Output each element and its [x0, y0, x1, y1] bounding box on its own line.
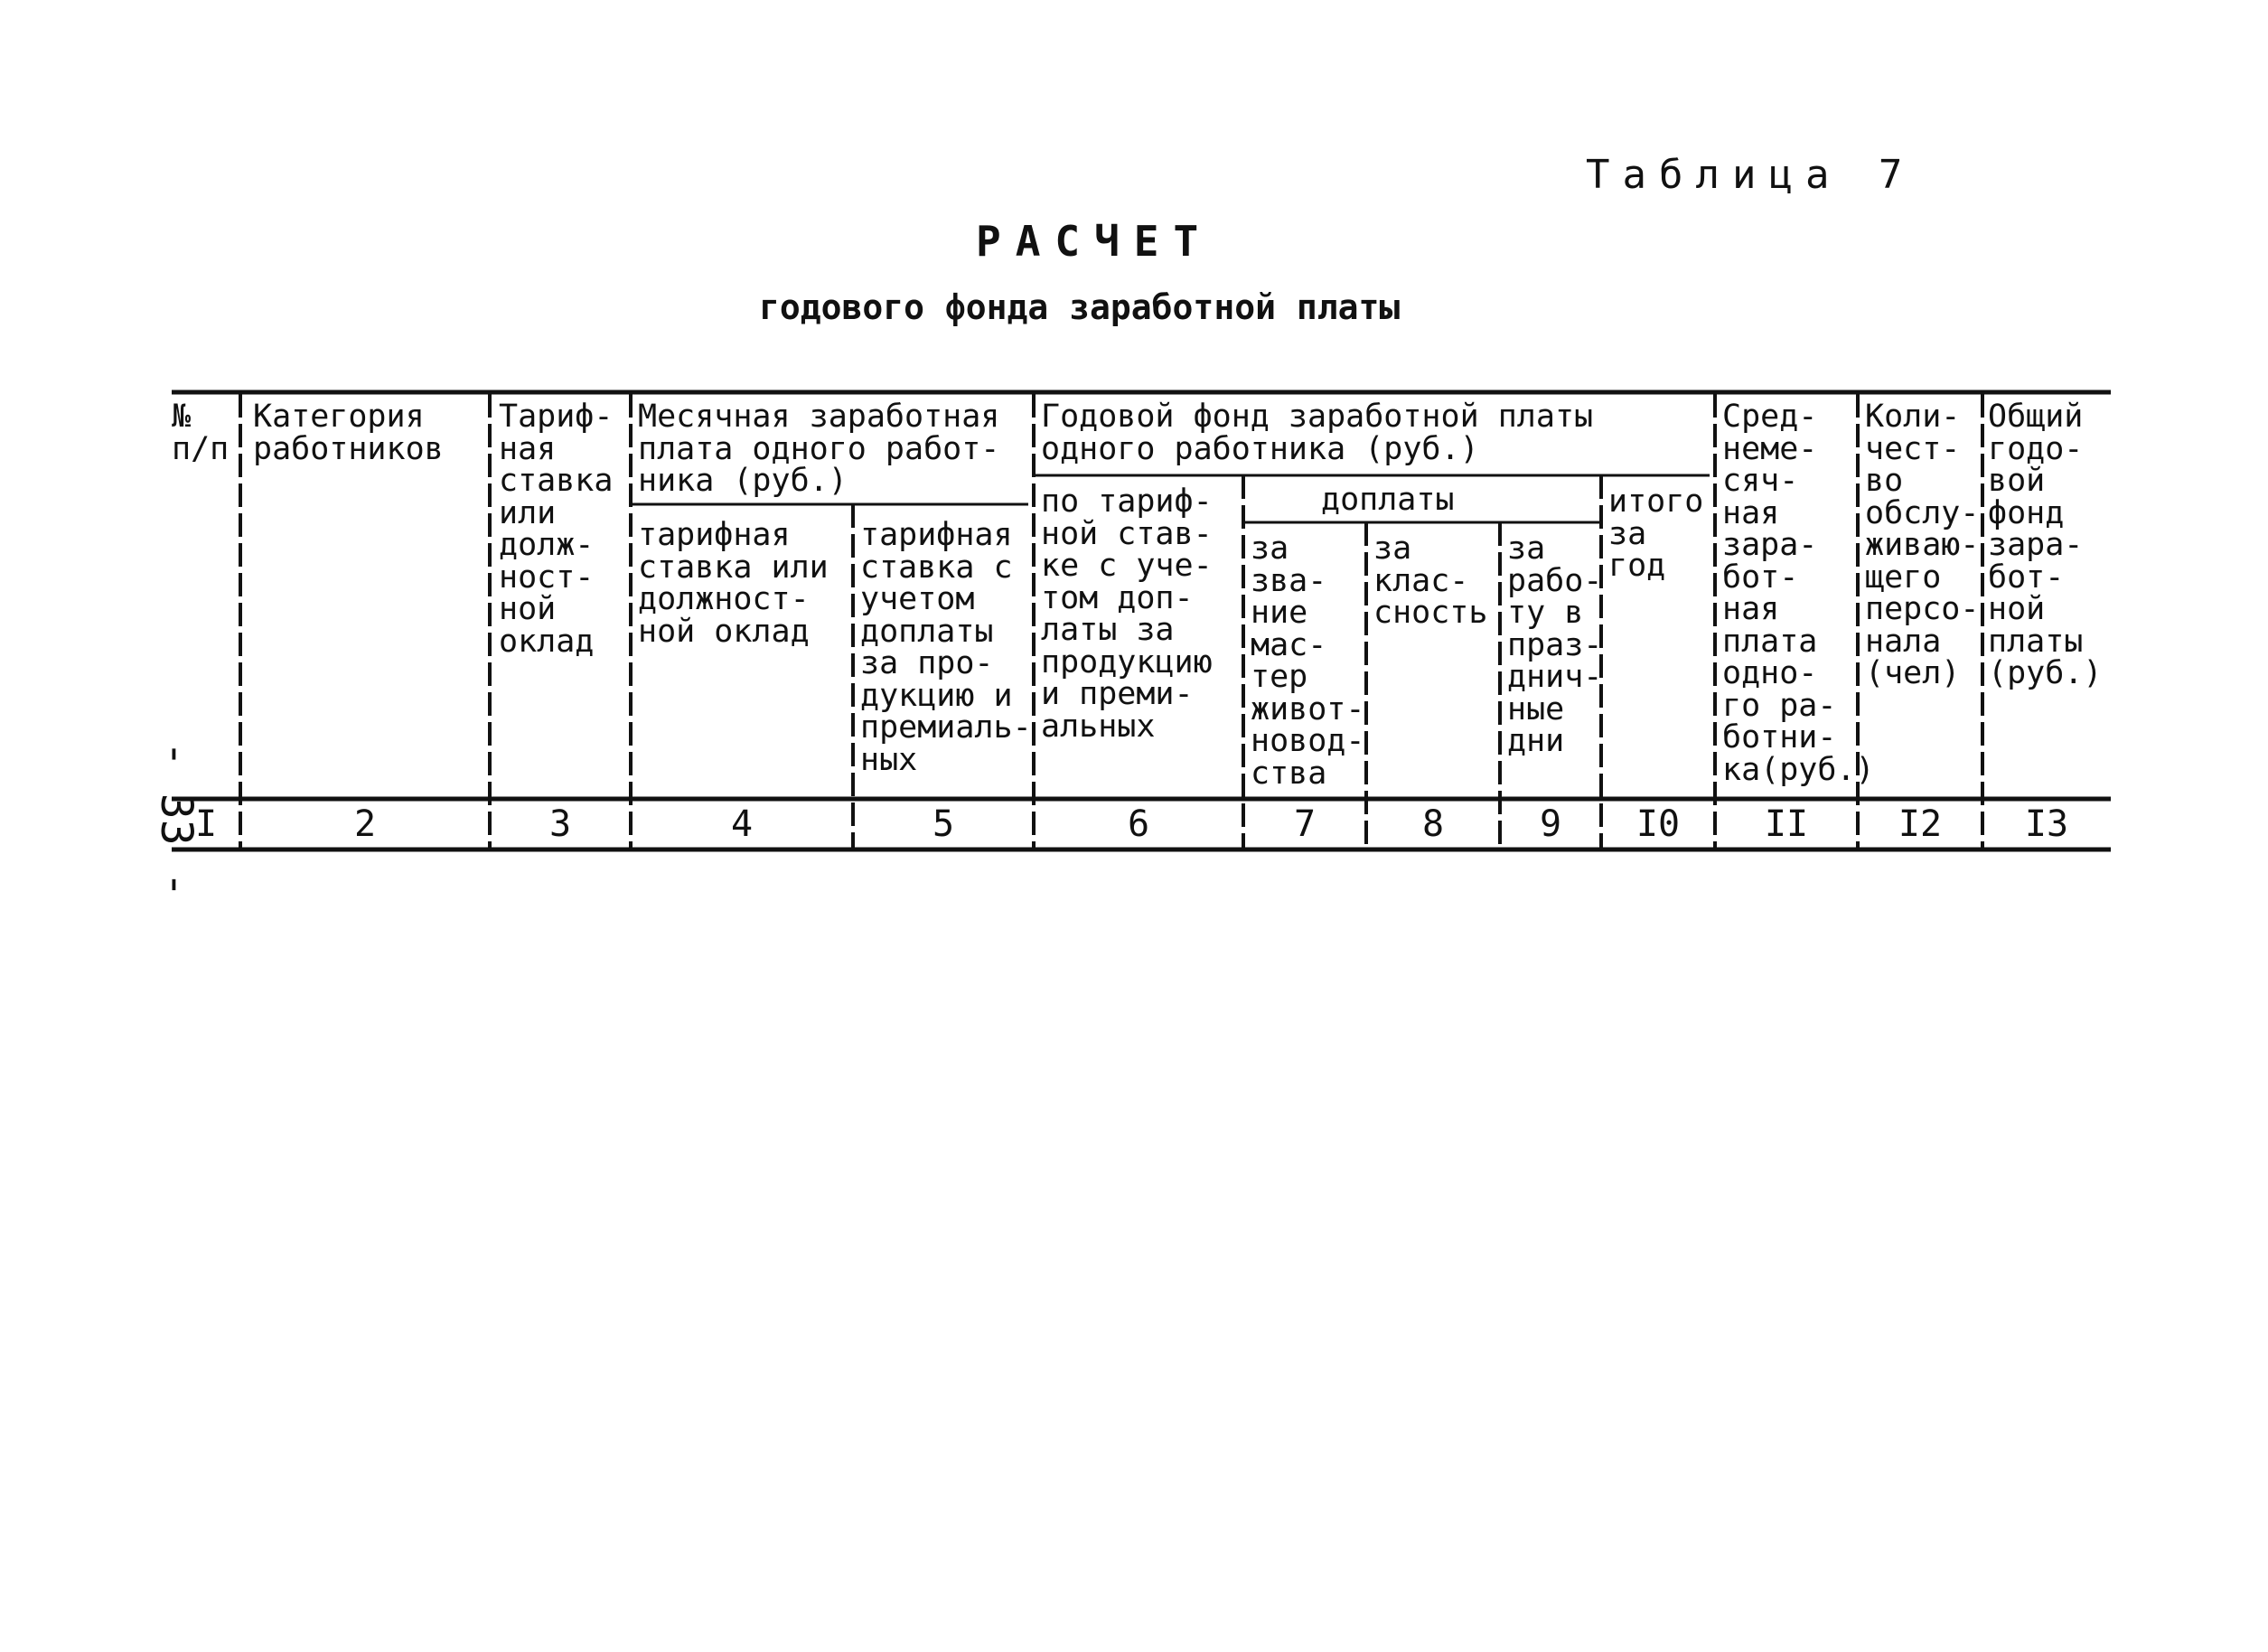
header-monthly-with-bonus: тарифная ставка с учетом доплаты за про- дукцию и премиаль- ных [860, 517, 1032, 778]
header-worker-category: Категория работников [253, 399, 444, 467]
column-number: I3 [2024, 803, 2069, 845]
header-annual-tariff: по тариф- ной став- ке с уче- том доп- латы за продукцию и преми- альных [1041, 483, 1213, 745]
header-group-annual-fund: Годовой фонд заработной платы одного работника (руб.) [1041, 399, 1594, 467]
page-number: - 33 - [151, 741, 201, 898]
document-subtitle: годового фонда заработной платы [759, 287, 1401, 327]
column-number: 5 [932, 803, 955, 845]
header-staff-count: Коли- чест- во обслу- живаю- щего персо- нала (чел) [1865, 399, 1980, 691]
header-annual-total: итого за год [1608, 483, 1704, 584]
column-number: 7 [1293, 803, 1317, 845]
header-group-monthly-wage: Месячная заработная плата одного работ- ника (руб.) [638, 399, 1000, 499]
column-number: 4 [730, 803, 754, 845]
header-total-annual-fund: Общий годо- вой фонд зара- бот- ной платы (руб.) [1988, 399, 2103, 691]
column-number: 8 [1421, 803, 1445, 845]
document-title: РАСЧЕТ [976, 217, 1214, 266]
column-number: 2 [353, 803, 377, 845]
header-average-monthly-wage: Сред- неме- сяч- ная зара- бот- ная плата одно- го ра- ботни- ка(руб.) [1722, 399, 1875, 788]
wage-fund-table [172, 389, 2111, 857]
header-tariff-rate: Тариф- ная ставка или долж- ност- ной оклад [499, 399, 614, 660]
header-row-number: № п/п [172, 399, 230, 467]
column-number: I2 [1898, 803, 1943, 845]
column-number: I0 [1635, 803, 1681, 845]
header-holiday-pay: за рабо- ту в праз- днич- ные дни [1507, 530, 1603, 759]
column-number: II [1764, 803, 1809, 845]
column-number: I [194, 803, 218, 845]
header-class-pay: за клас- сность [1373, 530, 1488, 631]
header-monthly-tariff: тарифная ставка или должност- ной оклад [638, 517, 829, 650]
column-number: 9 [1539, 803, 1562, 845]
column-number: 3 [548, 803, 572, 845]
table-label: Таблица 7 [1586, 152, 1916, 198]
header-group-extra-pay: доплаты [1321, 482, 1455, 518]
column-number: 6 [1127, 803, 1150, 845]
header-master-title-pay: за зва- ние мас- тер живот- новод- ства [1251, 530, 1365, 792]
